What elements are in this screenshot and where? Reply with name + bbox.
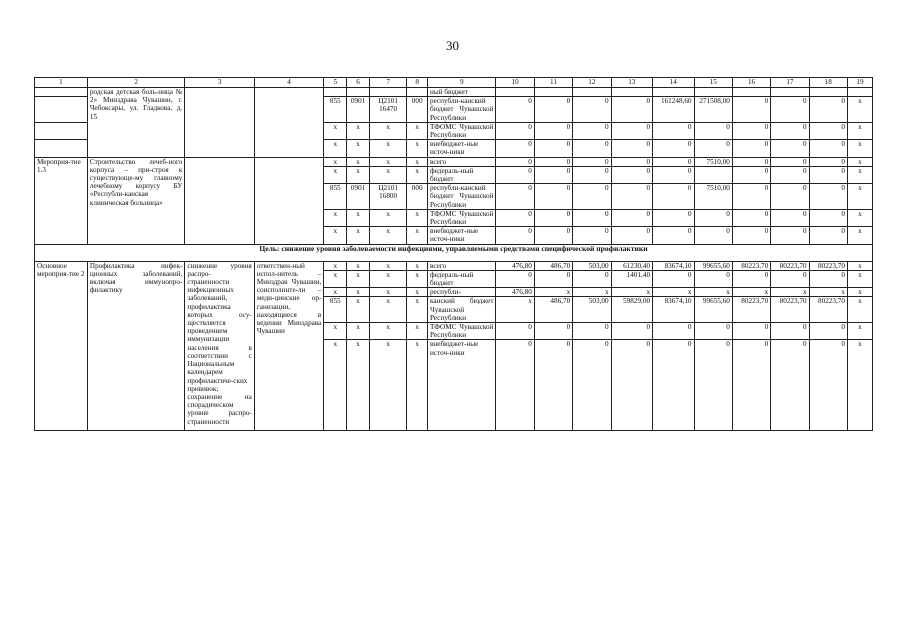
table-cell: ТФОМС Чувашской Республики: [428, 323, 496, 340]
table-cell: 0: [809, 227, 847, 244]
column-number: 15: [694, 78, 732, 88]
table-cell: x: [847, 227, 872, 244]
table-cell: 0: [653, 323, 694, 340]
table-cell: 0: [534, 157, 572, 166]
table-cell: 0: [496, 157, 534, 166]
page-number: 30: [446, 38, 459, 53]
table-cell: x: [324, 122, 347, 139]
row-label-cell: [35, 140, 88, 157]
table-cell: x: [847, 323, 872, 340]
table-cell: [254, 88, 323, 158]
table-cell: x: [324, 140, 347, 157]
table-cell: x: [694, 288, 732, 297]
goal-row: [35, 244, 873, 261]
table-cell: x: [324, 166, 347, 183]
column-number: 4: [254, 78, 323, 88]
table-cell: республи-канский бюджет Чувашской Республики: [428, 97, 496, 123]
table-cell: 0: [611, 166, 652, 183]
table-cell: x: [732, 288, 770, 297]
table-cell: x: [847, 288, 872, 297]
table-row: [35, 157, 873, 166]
table-cell: 0: [534, 184, 572, 210]
table-cell: 0: [732, 166, 770, 183]
table-cell: всего: [428, 157, 496, 166]
column-number: 11: [534, 78, 572, 88]
table-cell: x: [369, 209, 406, 226]
table-cell: 0: [732, 227, 770, 244]
column-number: 1: [35, 78, 88, 88]
table-cell: 0: [573, 140, 611, 157]
table-cell: 0: [611, 209, 652, 226]
table-cell: x: [847, 270, 872, 287]
table-cell: 161248,60: [653, 97, 694, 123]
table-cell: 99655,60: [694, 261, 732, 270]
table-cell: 0: [732, 323, 770, 340]
table-cell: 0901: [347, 97, 370, 123]
table-cell: внебюджет-ные источ-ники: [428, 140, 496, 157]
table-cell: 0: [732, 157, 770, 166]
table-cell: x: [771, 288, 809, 297]
table-cell: федераль-ный бюджет: [428, 270, 496, 287]
table-cell: 0: [653, 122, 694, 139]
table-cell: 0: [809, 140, 847, 157]
table-cell: 7510,00: [694, 184, 732, 210]
table-cell: 0: [694, 323, 732, 340]
table-cell: 503,00: [573, 261, 611, 270]
table-cell: 0: [771, 270, 809, 287]
table-cell: 000: [407, 97, 428, 123]
table-row: [35, 261, 873, 270]
table-cell: 0: [732, 184, 770, 210]
table-cell: x: [347, 227, 370, 244]
table-cell: 0: [496, 209, 534, 226]
table-cell: x: [347, 209, 370, 226]
table-cell: 0: [573, 184, 611, 210]
table-cell: x: [407, 288, 428, 297]
row-label-cell: [35, 97, 88, 123]
table-cell: 80223,70: [771, 261, 809, 270]
table-cell: 0: [732, 122, 770, 139]
column-number: 10: [496, 78, 534, 88]
table-cell: 80223,70: [771, 297, 809, 323]
table-cell: x: [324, 323, 347, 340]
table-cell: 80223,70: [809, 261, 847, 270]
table-cell: 855: [324, 184, 347, 210]
column-number: 16: [732, 78, 770, 88]
table-cell: 0: [534, 227, 572, 244]
table-cell: 0: [611, 323, 652, 340]
table-cell: x: [407, 122, 428, 139]
table-cell: внебюджет-ные источ-ники: [428, 227, 496, 244]
table-cell: 80223,70: [732, 261, 770, 270]
table-cell: x: [847, 166, 872, 183]
table-cell: 0: [732, 209, 770, 226]
table-cell: x: [369, 270, 406, 287]
table-cell: x: [407, 261, 428, 270]
table-cell: 80223,70: [809, 297, 847, 323]
table-cell: 0: [534, 340, 572, 431]
table-cell: республи-канский бюджет Чувашской Республики: [428, 184, 496, 210]
table-cell: 0: [809, 323, 847, 340]
table-cell: x: [369, 157, 406, 166]
table-cell: 476,80: [496, 288, 534, 297]
table-cell: x: [407, 227, 428, 244]
table-cell: [611, 88, 652, 97]
table-cell: x: [324, 227, 347, 244]
column-number: 2: [87, 78, 184, 88]
table-cell: 0901: [347, 184, 370, 210]
table-cell: 0: [653, 140, 694, 157]
table-cell: x: [369, 122, 406, 139]
table-cell: x: [347, 323, 370, 340]
table-cell: 0: [611, 227, 652, 244]
table-cell: ный бюджет: [428, 88, 496, 97]
table-cell: 0: [534, 323, 572, 340]
column-number: 8: [407, 78, 428, 88]
table-cell: [694, 88, 732, 97]
table-cell: 0: [809, 97, 847, 123]
table-cell: 83674,10: [653, 297, 694, 323]
indicator-text: снижение уровня распро-страненности инфекционных заболеваний, профилактика которых осу-ществляется проведением иммунизации населения в соответствии с Национальным календарем профилактиче-ских прививок; сохранение на спорадическом уровне распро-страненности: [185, 261, 254, 431]
table-cell: республи-: [428, 288, 496, 297]
table-cell: 0: [694, 122, 732, 139]
table-cell: 0: [809, 157, 847, 166]
table-cell: 0: [496, 122, 534, 139]
table-cell: 0: [611, 97, 652, 123]
table-cell: Ц2101 16800: [369, 184, 406, 210]
table-cell: 503,00: [573, 297, 611, 323]
table-cell: x: [347, 297, 370, 323]
table-cell: x: [369, 297, 406, 323]
table-cell: [369, 88, 406, 97]
table-cell: x: [847, 184, 872, 210]
table-cell: 0: [496, 97, 534, 123]
table-cell: всего: [428, 261, 496, 270]
table-cell: [694, 166, 732, 183]
table-cell: x: [369, 227, 406, 244]
table-cell: 0: [611, 140, 652, 157]
table-cell: 486,70: [534, 261, 572, 270]
table-cell: 0: [771, 340, 809, 431]
table-cell: [324, 88, 347, 97]
table-cell: 000: [407, 184, 428, 210]
table-cell: 0: [809, 340, 847, 431]
table-cell: 0: [694, 227, 732, 244]
table-cell: Ц2101 16470: [369, 97, 406, 123]
table-cell: 0: [809, 270, 847, 287]
table-cell: 0: [611, 340, 652, 431]
table-cell: [254, 157, 323, 244]
table-cell: x: [324, 209, 347, 226]
table-cell: [847, 88, 872, 97]
table-cell: x: [496, 297, 534, 323]
table-cell: [185, 157, 254, 244]
table-cell: 0: [653, 227, 694, 244]
table-row: [35, 88, 873, 97]
table-cell: 0: [573, 97, 611, 123]
column-number: 3: [185, 78, 254, 88]
table-cell: x: [324, 157, 347, 166]
table-cell: 59829,00: [611, 297, 652, 323]
table-cell: внебюджет-ные источ-ники: [428, 340, 496, 431]
table-cell: 0: [653, 270, 694, 287]
table-cell: 476,80: [496, 261, 534, 270]
table-cell: 0: [611, 157, 652, 166]
table-cell: 0: [573, 166, 611, 183]
table-cell: 80223,70: [732, 297, 770, 323]
table-cell: 0: [732, 270, 770, 287]
table-cell: 0: [653, 340, 694, 431]
row-label-cell: [35, 88, 88, 97]
table-cell: [185, 88, 254, 158]
table-cell: 0: [534, 97, 572, 123]
table-cell: 0: [534, 166, 572, 183]
event-label: Основное мероприя-тие 2: [35, 261, 88, 431]
table-cell: 0: [771, 157, 809, 166]
table-cell: x: [324, 288, 347, 297]
budget-table: [34, 77, 873, 431]
table-cell: 0: [496, 227, 534, 244]
table-cell: 0: [771, 140, 809, 157]
table-cell: 99655,60: [694, 297, 732, 323]
table-cell: x: [573, 288, 611, 297]
table-cell: x: [534, 288, 572, 297]
table-cell: 0: [653, 209, 694, 226]
table-cell: x: [324, 261, 347, 270]
table-cell: x: [347, 140, 370, 157]
table-cell: 0: [732, 97, 770, 123]
table-cell: 0: [694, 209, 732, 226]
table-cell: x: [847, 122, 872, 139]
table-cell: x: [407, 140, 428, 157]
table-cell: [347, 88, 370, 97]
table-cell: 1401,40: [611, 270, 652, 287]
responsible-text: ответствен-ный испол-нитель – Минздрав Чувашии, соисполните-ли – меди-цинские ор-ганизации, находящиеся в ведении Минздрава Чувашии: [254, 261, 323, 431]
table-cell: 0: [573, 157, 611, 166]
table-cell: 0: [809, 166, 847, 183]
table-cell: x: [809, 288, 847, 297]
table-cell: 486,70: [534, 297, 572, 323]
table-cell: 0: [534, 209, 572, 226]
column-number: 13: [611, 78, 652, 88]
table-cell: 855: [324, 97, 347, 123]
event-name: Профилактика инфек-ционных заболеваний, включая иммунопро-филактику: [87, 261, 184, 431]
table-cell: x: [407, 270, 428, 287]
table-cell: 0: [653, 166, 694, 183]
column-number: 14: [653, 78, 694, 88]
table-cell: x: [407, 323, 428, 340]
table-cell: ТФОМС Чувашской Республики: [428, 122, 496, 139]
table-cell: 0: [771, 122, 809, 139]
table-cell: 0: [534, 270, 572, 287]
table-cell: 0: [573, 340, 611, 431]
table-cell: 0: [496, 340, 534, 431]
table-cell: x: [847, 340, 872, 431]
column-number: 7: [369, 78, 406, 88]
table-cell: x: [369, 323, 406, 340]
table-cell: 0: [611, 122, 652, 139]
table-cell: федераль-ный бюджет: [428, 166, 496, 183]
table-cell: [573, 88, 611, 97]
table-cell: 0: [573, 209, 611, 226]
table-cell: x: [347, 122, 370, 139]
table-cell: 0: [809, 184, 847, 210]
table-cell: x: [347, 270, 370, 287]
table-cell: 0: [573, 122, 611, 139]
table-cell: [534, 88, 572, 97]
table-cell: [809, 88, 847, 97]
column-number: 9: [428, 78, 496, 88]
table-cell: x: [347, 340, 370, 431]
column-number: 5: [324, 78, 347, 88]
column-number: 18: [809, 78, 847, 88]
table-cell: x: [847, 157, 872, 166]
table-cell: x: [847, 209, 872, 226]
column-number: 6: [347, 78, 370, 88]
column-number-row: [35, 78, 873, 88]
column-number: 17: [771, 78, 809, 88]
table-cell: 0: [771, 209, 809, 226]
table-cell: x: [369, 261, 406, 270]
column-number: 19: [847, 78, 872, 88]
table-cell: x: [407, 209, 428, 226]
table-cell: [732, 88, 770, 97]
table-cell: 7510,00: [694, 157, 732, 166]
table-cell: 0: [534, 122, 572, 139]
table-cell: x: [347, 288, 370, 297]
table-cell: 0: [653, 157, 694, 166]
row-label-cell: [35, 122, 88, 139]
goal-text: Цель: снижение уровня заболеваемости инфекциями, управляемыми средствами специфической профилактики: [35, 244, 873, 261]
table-cell: 0: [771, 184, 809, 210]
event-name: Строительство лечеб-ного корпуса – при-строя к существующе-му главному лечебному корпусу БУ «Республи-канская клиническая больница»: [87, 157, 184, 244]
table-cell: x: [611, 288, 652, 297]
table-cell: 0: [573, 270, 611, 287]
table-cell: 0: [732, 140, 770, 157]
table-cell: 0: [809, 122, 847, 139]
table-cell: [771, 88, 809, 97]
table-cell: 0: [496, 166, 534, 183]
table-cell: x: [369, 166, 406, 183]
table-cell: x: [847, 261, 872, 270]
table-cell: x: [407, 166, 428, 183]
table-cell: [496, 88, 534, 97]
event-label: Мероприя-тие 1.3: [35, 157, 88, 244]
table-cell: 0: [771, 97, 809, 123]
table-cell: 0: [496, 323, 534, 340]
table-cell: x: [324, 270, 347, 287]
table-cell: канский бюджет Чувашской Республики: [428, 297, 496, 323]
table-cell: x: [847, 97, 872, 123]
table-cell: 61230,40: [611, 261, 652, 270]
table-cell: x: [369, 140, 406, 157]
table-cell: x: [847, 297, 872, 323]
table-cell: [407, 88, 428, 97]
table-cell: 0: [732, 340, 770, 431]
table-cell: x: [347, 261, 370, 270]
table-cell: [653, 88, 694, 97]
table-cell: 0: [534, 140, 572, 157]
table-cell: 271508,00: [694, 97, 732, 123]
table-cell: 0: [771, 227, 809, 244]
table-cell: 0: [653, 184, 694, 210]
table-cell: x: [369, 288, 406, 297]
table-cell: 0: [809, 209, 847, 226]
table-cell: x: [369, 340, 406, 431]
table-body: [35, 78, 873, 431]
table-cell: x: [324, 340, 347, 431]
table-cell: 0: [611, 184, 652, 210]
table-cell: 0: [573, 227, 611, 244]
table-cell: x: [407, 297, 428, 323]
table-cell: 0: [496, 140, 534, 157]
table-cell: ТФОМС Чувашской Республики: [428, 209, 496, 226]
table-cell: x: [407, 340, 428, 431]
table-cell: 0: [694, 340, 732, 431]
table-cell: x: [847, 140, 872, 157]
column-number: 12: [573, 78, 611, 88]
table-cell: 0: [694, 140, 732, 157]
table-cell: 0: [496, 184, 534, 210]
table-cell: 0: [694, 270, 732, 287]
table-cell: 0: [771, 166, 809, 183]
table-cell: x: [347, 166, 370, 183]
event-name: родская детская боль-ница № 2» Минздрава Чувашии, г. Чебоксары, ул. Гладкова, д. 15: [87, 88, 184, 158]
table-cell: 0: [573, 323, 611, 340]
table-cell: x: [407, 157, 428, 166]
table-cell: x: [347, 157, 370, 166]
table-cell: 855: [324, 297, 347, 323]
table-cell: 0: [496, 270, 534, 287]
table-cell: 0: [771, 323, 809, 340]
table-cell: 83674,10: [653, 261, 694, 270]
table-cell: x: [653, 288, 694, 297]
